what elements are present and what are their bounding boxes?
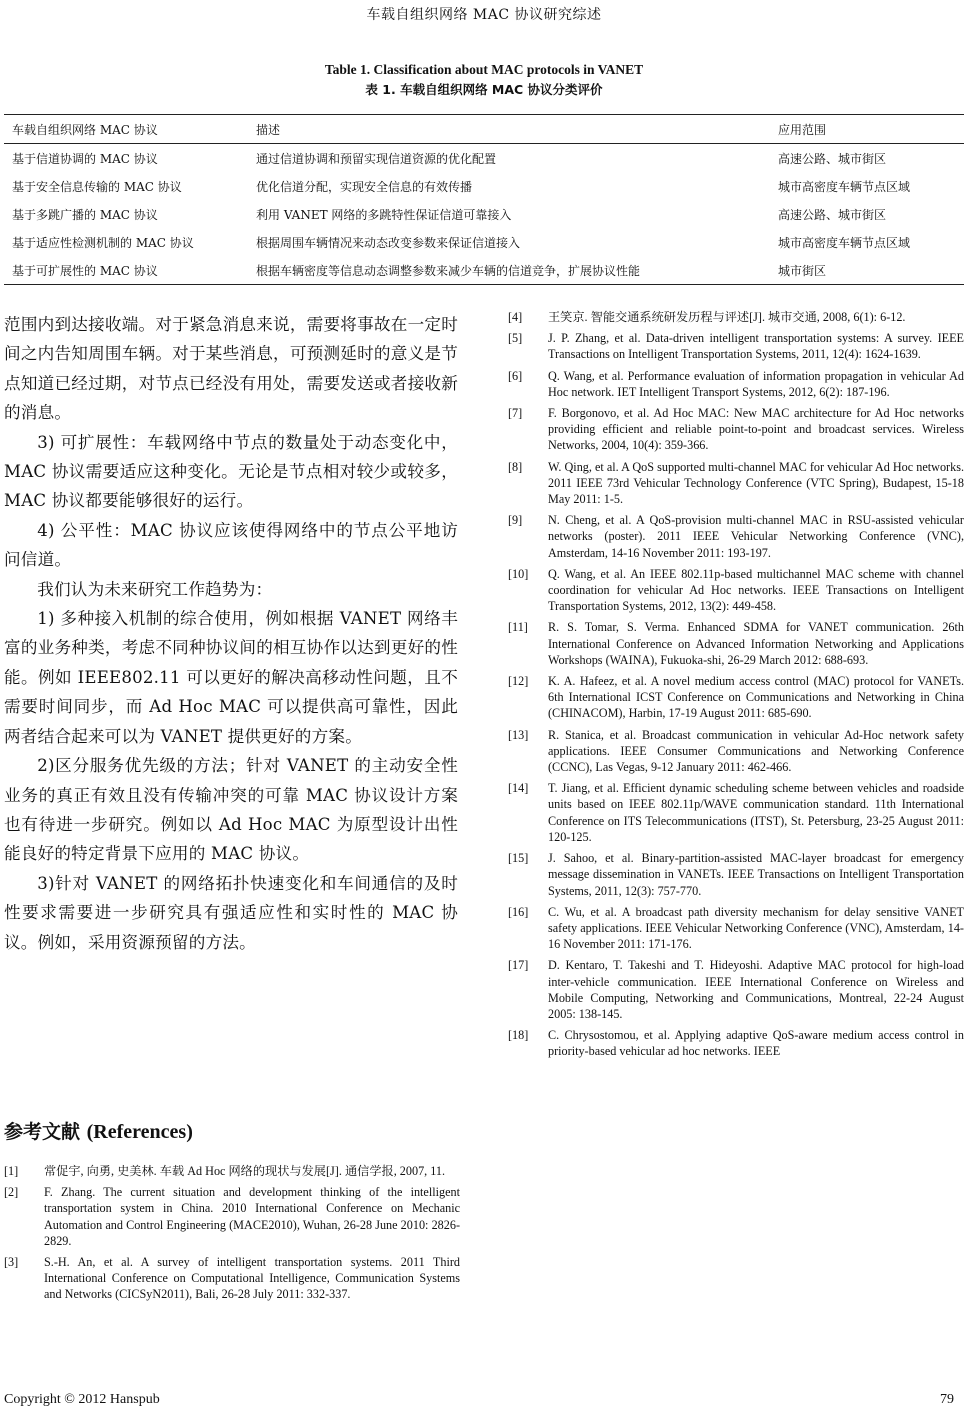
table-cell: 高速公路、城市街区 bbox=[778, 151, 887, 166]
table-caption-en: Table 1. Classification about MAC protocols in VANET bbox=[324, 62, 644, 77]
reference-number: [6] bbox=[508, 368, 523, 383]
table-row bbox=[4, 200, 964, 228]
reference-item bbox=[508, 1027, 964, 1059]
reference-text: Q. Wang, et al. Performance evaluation of information propagation in vehicular Ad Hoc network. IET Intelligent Transport Systems, 2012, 6(2): 187-196. bbox=[548, 368, 964, 399]
body-paragraph: 2)区分服务优先级的方法；针对 VANET 的主动安全性业务的真正有效且没有传输冲突的可靠 MAC 协议设计方案也有待进一步研究。例如以 Ad Hoc MAC 为原型设计出性能良好的特定背景下应用的 MAC 协议。 bbox=[4, 756, 458, 864]
body-paragraph: 1) 多种接入机制的综合使用，例如根据 VANET 网络丰富的业务种类，考虑不同种协议间的相互协作以达到更好的性能。例如 IEEE802.11 可以更好的解决高移动性问题，且不需要时间同步，而 Ad Hoc MAC 可以提供高可靠性，因此两者结合起来可以为 VANET 提供更好的方案。 bbox=[4, 609, 458, 746]
table-row bbox=[4, 144, 964, 173]
reference-text: 王笑京. 智能交通系统研发历程与评述[J]. 城市交通, 2008, 6(1): 6-12. bbox=[548, 310, 906, 324]
table-cell: 通过信道协调和预留实现信道资源的优化配置 bbox=[256, 151, 497, 166]
table-cell: 基于多跳广播的 MAC 协议 bbox=[12, 207, 158, 222]
table-header-cell: 车载自组织网络 MAC 协议 bbox=[4, 115, 248, 144]
reference-item bbox=[508, 619, 964, 668]
reference-text: Q. Wang, et al. An IEEE 802.11p-based multichannel MAC scheme with channel coordination for vehicular Ad Hoc networks. IEEE Transactions on Intelligent Transportation Systems, 2012, 13(2): 449-458. bbox=[548, 566, 964, 614]
reference-item bbox=[508, 368, 964, 400]
reference-text: J. P. Zhang, et al. Data-driven intelligent transportation systems: A survey. IEEE Transactions on Intelligent Transportation Systems, 2011, 12(4): 1624-1639. bbox=[548, 331, 964, 362]
reference-item bbox=[508, 309, 964, 325]
table-cell: 高速公路、城市街区 bbox=[778, 207, 887, 222]
table-row bbox=[4, 256, 964, 285]
reference-text: D. Kentaro, T. Takeshi and T. Hideyoshi. Adaptive MAC protocol for high-load inter-vehicle communication. IEEE International Conference on Wireless and Mobile Computing, Networking and Communications, Montreal, 22-24 August 2005: 138-145. bbox=[548, 958, 964, 1021]
classification-table bbox=[4, 114, 964, 285]
body-paragraph: 4) 公平性：MAC 协议应该使得网络中的节点公平地访问信道。 bbox=[4, 520, 458, 570]
reference-number: [17] bbox=[508, 958, 529, 973]
reference-number: [9] bbox=[508, 513, 523, 528]
reference-number: [8] bbox=[508, 459, 523, 474]
reference-item bbox=[508, 850, 964, 899]
reference-text: C. Wu, et al. A broadcast path diversity mechanism for delay sensitive VANET safety applications. IEEE Vehicular Networking Conference (VNC), Amsterdam, 14-16 November 2011: 171-176. bbox=[548, 904, 964, 952]
reference-text: K. A. Hafeez, et al. A novel medium access control (MAC) protocol for VANETs. 6th International ICST Conference on Communications and Networking in China (CHINACOM), Harbin, 17-19 August 2011: 685-690. bbox=[548, 674, 964, 721]
running-header: 车载自组织网络 MAC 协议研究综述 bbox=[366, 7, 602, 23]
reference-number: [4] bbox=[508, 310, 523, 324]
reference-item bbox=[508, 904, 964, 953]
table-cell: 城市高密度车辆节点区域 bbox=[778, 235, 911, 250]
reference-number: [3] bbox=[4, 1255, 19, 1270]
reference-item bbox=[508, 673, 964, 722]
reference-number: [18] bbox=[508, 1028, 529, 1043]
table-cell: 基于可扩展性的 MAC 协议 bbox=[12, 263, 158, 278]
reference-number: [1] bbox=[4, 1164, 19, 1178]
reference-text: F. Zhang. The current situation and development thinking of the intelligent transportation system in China. 2010 International Conference on Mechanic Automation and Control Engineering (MACE2010), Wuhan, 26-28 June 2010: 2826-2829. bbox=[44, 1185, 460, 1248]
reference-number: [14] bbox=[508, 781, 529, 796]
table-cell: 基于信道协调的 MAC 协议 bbox=[12, 151, 158, 166]
references-heading-zh: 参考文献 bbox=[4, 1121, 81, 1143]
reference-number: [2] bbox=[4, 1185, 19, 1200]
footer-copyright: Copyright © 2012 Hanspub bbox=[4, 1392, 160, 1407]
body-paragraph: 3)针对 VANET 的网络拓扑快速变化和车间通信的及时性要求需要进一步研究具有强适应性和实时性的 MAC 协议。例如，采用资源预留的方法。 bbox=[4, 873, 458, 952]
reference-item bbox=[508, 459, 964, 508]
table-cell: 根据车辆密度等信息动态调整参数来减少车辆的信道竞争，扩展协议性能 bbox=[256, 263, 641, 278]
reference-item bbox=[508, 957, 964, 1022]
table-row bbox=[4, 172, 964, 200]
reference-number: [16] bbox=[508, 904, 529, 919]
reference-list-left bbox=[4, 1163, 460, 1308]
reference-text: R. Stanica, et al. Broadcast communication in vehicular Ad-Hoc network safety applications. IEEE Consumer Communications and Networking Conference (CCNC), Las Vegas, 9-12 January 2011: 462-466. bbox=[548, 727, 964, 775]
table-header-cell: 应用范围 bbox=[770, 115, 964, 144]
reference-item bbox=[508, 727, 964, 776]
reference-text: R. S. Tomar, S. Verma. Enhanced SDMA for VANET communication. 26th International Conference on Advanced Information Networking and Applications Workshops (WAINA), Fukuoka-shi, 26-29 March 2012: 688-693. bbox=[548, 620, 964, 667]
reference-number: [5] bbox=[508, 331, 523, 346]
body-paragraph: 我们认为未来研究工作趋势为： bbox=[37, 579, 273, 599]
table-cell: 根据周围车辆情况来动态改变参数来保证信道接入 bbox=[256, 235, 521, 250]
body-paragraph: 范围内到达接收端。对于紧急消息来说，需要将事故在一定时间之内告知周围车辆。对于某些消息，可预测延时的意义是节点知道已经过期，对节点已经没有用处，需要发送或者接收新的消息。 bbox=[4, 315, 458, 423]
table-cell: 优化信道分配，实现安全信息的有效传播 bbox=[256, 179, 473, 194]
references-heading-en: (References) bbox=[86, 1121, 193, 1143]
reference-number: [12] bbox=[508, 674, 529, 689]
table-cell: 城市高密度车辆节点区域 bbox=[778, 179, 911, 194]
table-cell: 基于安全信息传输的 MAC 协议 bbox=[12, 179, 182, 194]
reference-text: S.-H. An, et al. A survey of intelligent transportation systems. 2011 Third International Conference on Computational Intelligence, Communication Systems and Networks (CICSyN2011), Bali, 26-28 July 2011: 332-337. bbox=[44, 1255, 460, 1302]
reference-number: [11] bbox=[508, 620, 528, 635]
reference-number: [10] bbox=[508, 566, 529, 581]
reference-number: [13] bbox=[508, 727, 529, 742]
table-caption-zh: 表 1. 车载自组织网络 MAC 协议分类评价 bbox=[365, 82, 603, 97]
table-cell: 基于适应性检测机制的 MAC 协议 bbox=[12, 235, 194, 250]
reference-text: T. Jiang, et al. Efficient dynamic scheduling scheme between vehicles and roadside units based on IEEE 802.11p/WAVE communication standard. 11th International Conference on ITS Telecommunications (ITST), St. Petersburg, 23-25 August 2011: 120-125. bbox=[548, 781, 964, 844]
table-header-cell: 描述 bbox=[248, 115, 770, 144]
table-cell: 城市街区 bbox=[778, 263, 827, 278]
reference-list-right bbox=[508, 309, 964, 1065]
reference-text: F. Borgonovo, et al. Ad Hoc MAC: New MAC architecture for Ad Hoc networks providing efficient and reliable point-to-point and broadcast services. Wireless Networks, 2004, 10(4): 359-366. bbox=[548, 406, 964, 453]
table-header-row bbox=[4, 115, 964, 144]
reference-item bbox=[508, 512, 964, 561]
table-cell: 利用 VANET 网络的多跳特性保证信道可靠接入 bbox=[256, 207, 512, 222]
reference-item bbox=[508, 405, 964, 454]
reference-item bbox=[508, 566, 964, 615]
reference-text: J. Sahoo, et al. Binary-partition-assisted MAC-layer broadcast for emergency message dissemination in VANETs. IEEE Transactions on Intelligent Transportation Systems, 2011, 12(3): 757-770. bbox=[548, 851, 964, 898]
reference-number: [15] bbox=[508, 851, 529, 866]
table-row bbox=[4, 228, 964, 256]
footer-page-number: 79 bbox=[940, 1392, 954, 1407]
reference-text: 常促宇, 向勇, 史美林. 车载 Ad Hoc 网络的现状与发展[J]. 通信学报, 2007, 11. bbox=[44, 1164, 446, 1178]
reference-item bbox=[4, 1254, 460, 1303]
reference-item bbox=[508, 780, 964, 845]
reference-text: N. Cheng, et al. A QoS-provision multi-channel MAC in RSU-assisted vehicular networks (poster). 2011 IEEE Vehicular Networking Conference (VNC), Amsterdam, 14-16 November 2011: 193-197. bbox=[548, 513, 964, 560]
references-heading bbox=[4, 1117, 193, 1144]
body-paragraph: 3) 可扩展性：车载网络中节点的数量处于动态变化中，MAC 协议需要适应这种变化。无论是节点相对较少或较多，MAC 协议都要能够很好的运行。 bbox=[4, 432, 458, 511]
reference-text: W. Qing, et al. A QoS supported multi-channel MAC for vehicular Ad Hoc networks. 2011 IEEE 73rd Vehicular Technology Conference (VTC Spring), Budapest, 15-18 May 2011: 1-5. bbox=[548, 459, 964, 507]
reference-text: C. Chrysostomou, et al. Applying adaptive QoS-aware medium access control in priority-based vehicular ad hoc networks. IEEE bbox=[548, 1028, 964, 1059]
reference-item bbox=[4, 1163, 460, 1179]
body-text-column bbox=[4, 310, 458, 957]
reference-item bbox=[4, 1184, 460, 1249]
reference-item bbox=[508, 330, 964, 362]
reference-number: [7] bbox=[508, 406, 523, 421]
